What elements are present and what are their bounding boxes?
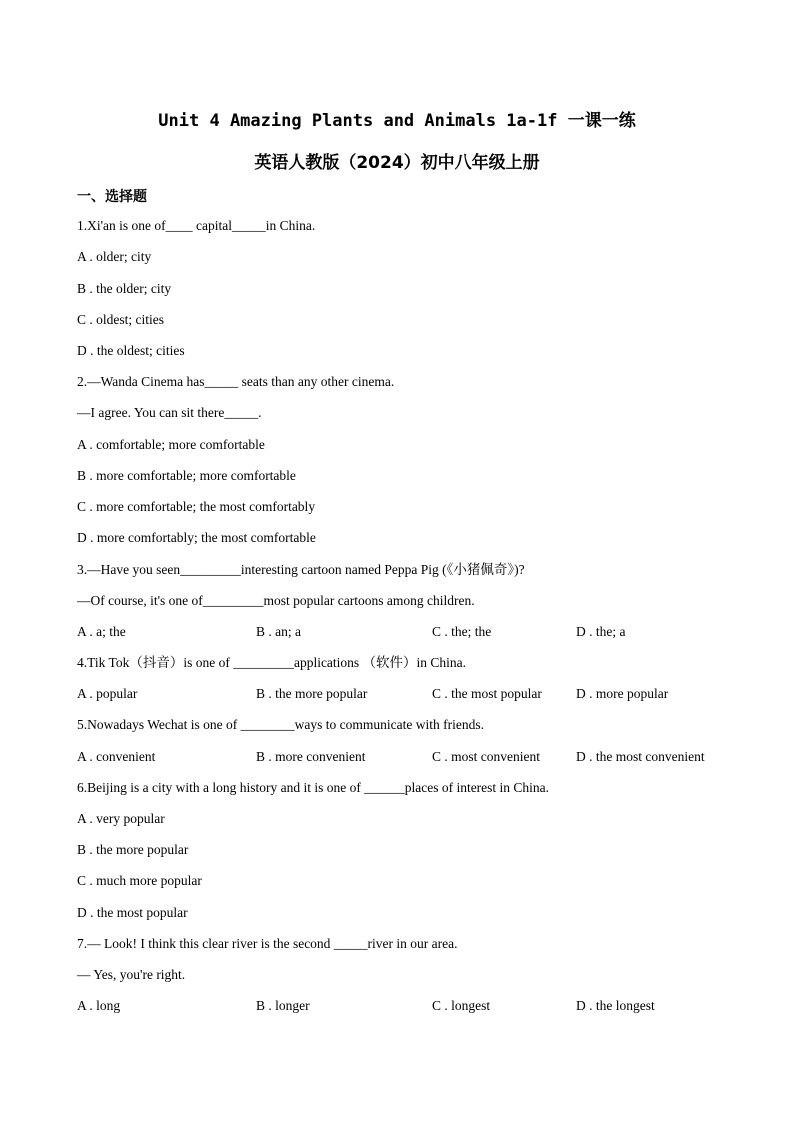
question-6-option-b: B . the more popular (77, 842, 189, 857)
question-5-option-d: D . the most convenient (576, 749, 705, 764)
question-7-stem-reply: — Yes, you're right. (77, 967, 186, 982)
question-1-option-c: C . oldest; cities (77, 312, 164, 327)
question-2-option-c: C . more comfortable; the most comfortably (77, 499, 316, 514)
question-5-option-c: C . most convenient (432, 749, 540, 764)
question-1-stem: 1.Xi'an is one of____ capital_____in China. (77, 218, 316, 233)
section-heading: 一、选择题 (77, 189, 147, 205)
question-7-option-c: C . longest (432, 998, 491, 1013)
question-2-stem: 2.—Wanda Cinema has_____ seats than any other cinema. (77, 374, 395, 389)
question-6-option-a: A . very popular (77, 811, 165, 826)
question-3-option-a: A . a; the (77, 624, 126, 639)
question-7-option-d: D . the longest (576, 998, 655, 1013)
question-4-option-c: C . the most popular (432, 686, 542, 701)
question-3-stem-reply: —Of course, it's one of_________most popular cartoons among children. (77, 593, 475, 608)
question-2-stem-reply: —I agree. You can sit there_____. (77, 405, 262, 420)
question-1-option-d: D . the oldest; cities (77, 343, 185, 358)
question-7-option-a: A . long (77, 998, 121, 1013)
question-4-option-b: B . the more popular (256, 686, 368, 701)
question-7-stem: 7.— Look! I think this clear river is the second _____river in our area. (77, 936, 458, 951)
document-subtitle: 英语人教版（2024）初中八年级上册 (254, 153, 540, 173)
question-3-option-c: C . the; the (432, 624, 492, 639)
document-title: Unit 4 Amazing Plants and Animals 1a-1f 一课一练 (158, 111, 636, 131)
question-3-stem: 3.—Have you seen_________interesting cartoon named Peppa Pig (《小猪佩奇》)? (77, 562, 525, 577)
question-4-stem: 4.Tik Tok（抖音）is one of _________applications （软件）in China. (77, 655, 467, 670)
question-3-option-b: B . an; a (256, 624, 301, 639)
question-1-option-a: A . older; city (77, 249, 152, 264)
question-5-option-b: B . more convenient (256, 749, 366, 764)
question-2-option-d: D . more comfortably; the most comfortable (77, 530, 316, 545)
question-6-option-d: D . the most popular (77, 905, 188, 920)
question-7-option-b: B . longer (256, 998, 310, 1013)
question-4-option-d: D . more popular (576, 686, 669, 701)
question-3-option-d: D . the; a (576, 624, 626, 639)
question-2-option-b: B . more comfortable; more comfortable (77, 468, 296, 483)
question-5-option-a: A . convenient (77, 749, 156, 764)
question-6-stem: 6.Beijing is a city with a long history and it is one of ______places of interest in China. (77, 780, 550, 795)
question-5-stem: 5.Nowadays Wechat is one of ________ways to communicate with friends. (77, 717, 484, 732)
question-2-option-a: A . comfortable; more comfortable (77, 437, 265, 452)
question-6-option-c: C . much more popular (77, 873, 202, 888)
question-1-option-b: B . the older; city (77, 281, 172, 296)
question-4-option-a: A . popular (77, 686, 138, 701)
